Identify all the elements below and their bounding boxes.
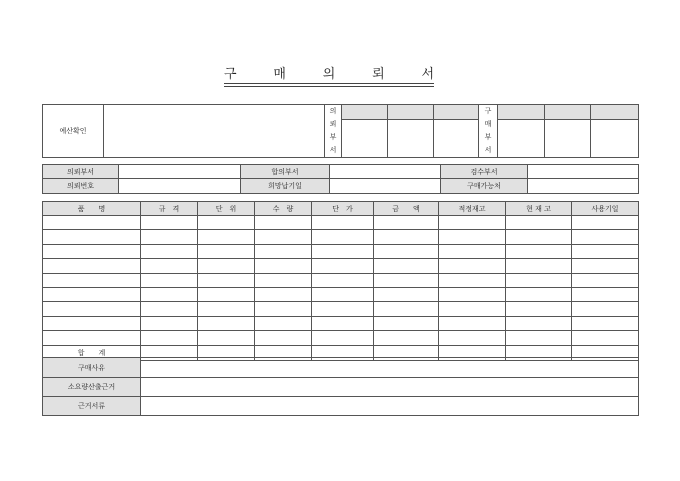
request-dept-label: 의 뢰 부 서 xyxy=(325,105,342,158)
item-cell[interactable] xyxy=(141,302,198,316)
purchase-approver-header xyxy=(591,105,639,120)
item-cell[interactable] xyxy=(506,273,572,287)
item-cell[interactable] xyxy=(439,273,506,287)
purchase-signature-box[interactable] xyxy=(591,120,639,158)
item-row xyxy=(43,302,639,316)
column-header: 사용기일 xyxy=(572,202,639,216)
request-no-field[interactable] xyxy=(119,179,241,194)
item-row xyxy=(43,287,639,301)
purchase-approver-header xyxy=(545,105,591,120)
approval-table xyxy=(42,104,639,158)
agree-dept-label: 합의부서 xyxy=(241,165,330,179)
item-cell[interactable] xyxy=(506,216,572,230)
item-cell[interactable] xyxy=(374,287,439,301)
item-cell[interactable] xyxy=(572,244,639,258)
item-cell[interactable] xyxy=(198,287,255,301)
item-cell[interactable] xyxy=(255,244,312,258)
item-row xyxy=(43,273,639,287)
item-cell[interactable] xyxy=(43,287,141,301)
item-cell[interactable] xyxy=(439,287,506,301)
inspect-dept-field[interactable] xyxy=(528,165,639,179)
item-cell[interactable] xyxy=(255,230,312,244)
budget-check-label: 예산확인 xyxy=(43,105,104,158)
item-cell[interactable] xyxy=(312,331,374,345)
title-char: 의 xyxy=(322,66,336,82)
item-cell[interactable] xyxy=(43,230,141,244)
item-cell[interactable] xyxy=(312,230,374,244)
item-cell[interactable] xyxy=(141,259,198,273)
item-cell[interactable] xyxy=(506,331,572,345)
request-signature-box[interactable] xyxy=(434,120,479,158)
item-cell[interactable] xyxy=(312,259,374,273)
item-cell[interactable] xyxy=(374,230,439,244)
item-cell[interactable] xyxy=(506,287,572,301)
item-cell[interactable] xyxy=(572,302,639,316)
column-header: 단 위 xyxy=(198,202,255,216)
column-header: 수 량 xyxy=(255,202,312,216)
item-cell[interactable] xyxy=(312,216,374,230)
item-cell[interactable] xyxy=(312,244,374,258)
title-underline xyxy=(224,83,434,84)
item-cell[interactable] xyxy=(572,287,639,301)
item-cell[interactable] xyxy=(312,302,374,316)
purchase-reason-field[interactable] xyxy=(141,358,639,378)
item-cell[interactable] xyxy=(374,273,439,287)
request-approver-header xyxy=(388,105,434,120)
item-cell[interactable] xyxy=(255,259,312,273)
item-cell[interactable] xyxy=(374,331,439,345)
desired-date-field[interactable] xyxy=(330,179,441,194)
request-approver-header xyxy=(434,105,479,120)
request-dept-info-label: 의뢰부서 xyxy=(43,165,119,179)
item-row xyxy=(43,259,639,273)
item-cell[interactable] xyxy=(312,287,374,301)
item-cell[interactable] xyxy=(43,259,141,273)
item-cell[interactable] xyxy=(141,230,198,244)
item-cell[interactable] xyxy=(506,302,572,316)
column-header: 규 격 xyxy=(141,202,198,216)
item-cell[interactable] xyxy=(198,273,255,287)
item-cell[interactable] xyxy=(198,302,255,316)
item-cell[interactable] xyxy=(198,316,255,330)
purchase-source-label: 구매가능처 xyxy=(441,179,528,194)
item-cell[interactable] xyxy=(439,230,506,244)
item-row xyxy=(43,331,639,345)
request-signature-box[interactable] xyxy=(388,120,434,158)
item-cell[interactable] xyxy=(141,287,198,301)
item-cell[interactable] xyxy=(198,230,255,244)
item-cell[interactable] xyxy=(141,316,198,330)
item-cell[interactable] xyxy=(43,331,141,345)
item-cell[interactable] xyxy=(572,216,639,230)
column-header: 금 액 xyxy=(374,202,439,216)
column-header: 적정재고 xyxy=(439,202,506,216)
item-cell[interactable] xyxy=(43,273,141,287)
item-cell[interactable] xyxy=(506,230,572,244)
budget-check-field[interactable] xyxy=(104,105,325,158)
title-char: 서 xyxy=(421,66,434,82)
item-cell[interactable] xyxy=(198,216,255,230)
document-title xyxy=(224,60,434,84)
item-cell[interactable] xyxy=(255,302,312,316)
item-cell[interactable] xyxy=(312,316,374,330)
item-row xyxy=(43,316,639,330)
item-cell[interactable] xyxy=(43,316,141,330)
item-cell[interactable] xyxy=(572,273,639,287)
item-row xyxy=(43,230,639,244)
quantity-basis-label: 소요량산출근거 xyxy=(43,378,141,397)
reason-table xyxy=(42,357,639,416)
column-header: 현 재 고 xyxy=(506,202,572,216)
items-header-row xyxy=(43,202,639,216)
item-cell[interactable] xyxy=(572,259,639,273)
purchase-approver-header xyxy=(498,105,545,120)
item-cell[interactable] xyxy=(439,244,506,258)
item-cell[interactable] xyxy=(255,287,312,301)
item-cell[interactable] xyxy=(255,331,312,345)
item-row xyxy=(43,244,639,258)
request-dept-field[interactable] xyxy=(119,165,241,179)
item-cell[interactable] xyxy=(506,316,572,330)
request-approver-header xyxy=(342,105,388,120)
quantity-basis-field[interactable] xyxy=(141,378,639,397)
item-cell[interactable] xyxy=(255,216,312,230)
item-cell[interactable] xyxy=(141,244,198,258)
item-row xyxy=(43,216,639,230)
desired-date-label: 희망납기일 xyxy=(241,179,330,194)
column-header: 품 명 xyxy=(43,202,141,216)
item-cell[interactable] xyxy=(374,259,439,273)
purchase-dept-label: 구 매 부 서 xyxy=(479,105,498,158)
request-no-label: 의뢰번호 xyxy=(43,179,119,194)
title-char: 뢰 xyxy=(372,66,385,82)
title-char: 매 xyxy=(273,66,286,82)
item-cell[interactable] xyxy=(198,259,255,273)
item-cell[interactable] xyxy=(198,244,255,258)
item-cell[interactable] xyxy=(43,302,141,316)
item-cell[interactable] xyxy=(439,331,506,345)
request-signature-box[interactable] xyxy=(342,120,388,158)
column-header: 단 가 xyxy=(312,202,374,216)
item-cell[interactable] xyxy=(374,316,439,330)
purchase-signature-box[interactable] xyxy=(545,120,591,158)
item-cell[interactable] xyxy=(374,216,439,230)
item-cell[interactable] xyxy=(198,331,255,345)
info-table xyxy=(42,164,639,194)
items-table xyxy=(42,201,639,361)
item-cell[interactable] xyxy=(141,273,198,287)
item-cell[interactable] xyxy=(439,259,506,273)
purchase-source-field[interactable] xyxy=(528,179,639,194)
item-cell[interactable] xyxy=(572,230,639,244)
item-rows xyxy=(43,216,639,346)
item-cell[interactable] xyxy=(141,216,198,230)
item-cell[interactable] xyxy=(506,259,572,273)
title-char: 구 xyxy=(224,66,237,82)
item-cell[interactable] xyxy=(374,244,439,258)
item-cell[interactable] xyxy=(312,273,374,287)
supporting-docs-label: 근거서류 xyxy=(43,397,141,416)
total-label: 합 계 xyxy=(43,345,141,360)
item-cell[interactable] xyxy=(255,316,312,330)
item-cell[interactable] xyxy=(43,216,141,230)
title-underline xyxy=(224,86,434,87)
purchase-signature-box[interactable] xyxy=(498,120,545,158)
purchase-reason-label: 구매사유 xyxy=(43,358,141,378)
item-cell[interactable] xyxy=(255,273,312,287)
item-cell[interactable] xyxy=(572,316,639,330)
item-cell[interactable] xyxy=(141,331,198,345)
item-cell[interactable] xyxy=(439,316,506,330)
item-cell[interactable] xyxy=(43,244,141,258)
item-cell[interactable] xyxy=(439,302,506,316)
supporting-docs-field[interactable] xyxy=(141,397,639,416)
item-cell[interactable] xyxy=(439,216,506,230)
item-cell[interactable] xyxy=(506,244,572,258)
item-cell[interactable] xyxy=(572,331,639,345)
item-cell[interactable] xyxy=(374,302,439,316)
inspect-dept-label: 검수부서 xyxy=(441,165,528,179)
agree-dept-field[interactable] xyxy=(330,165,441,179)
